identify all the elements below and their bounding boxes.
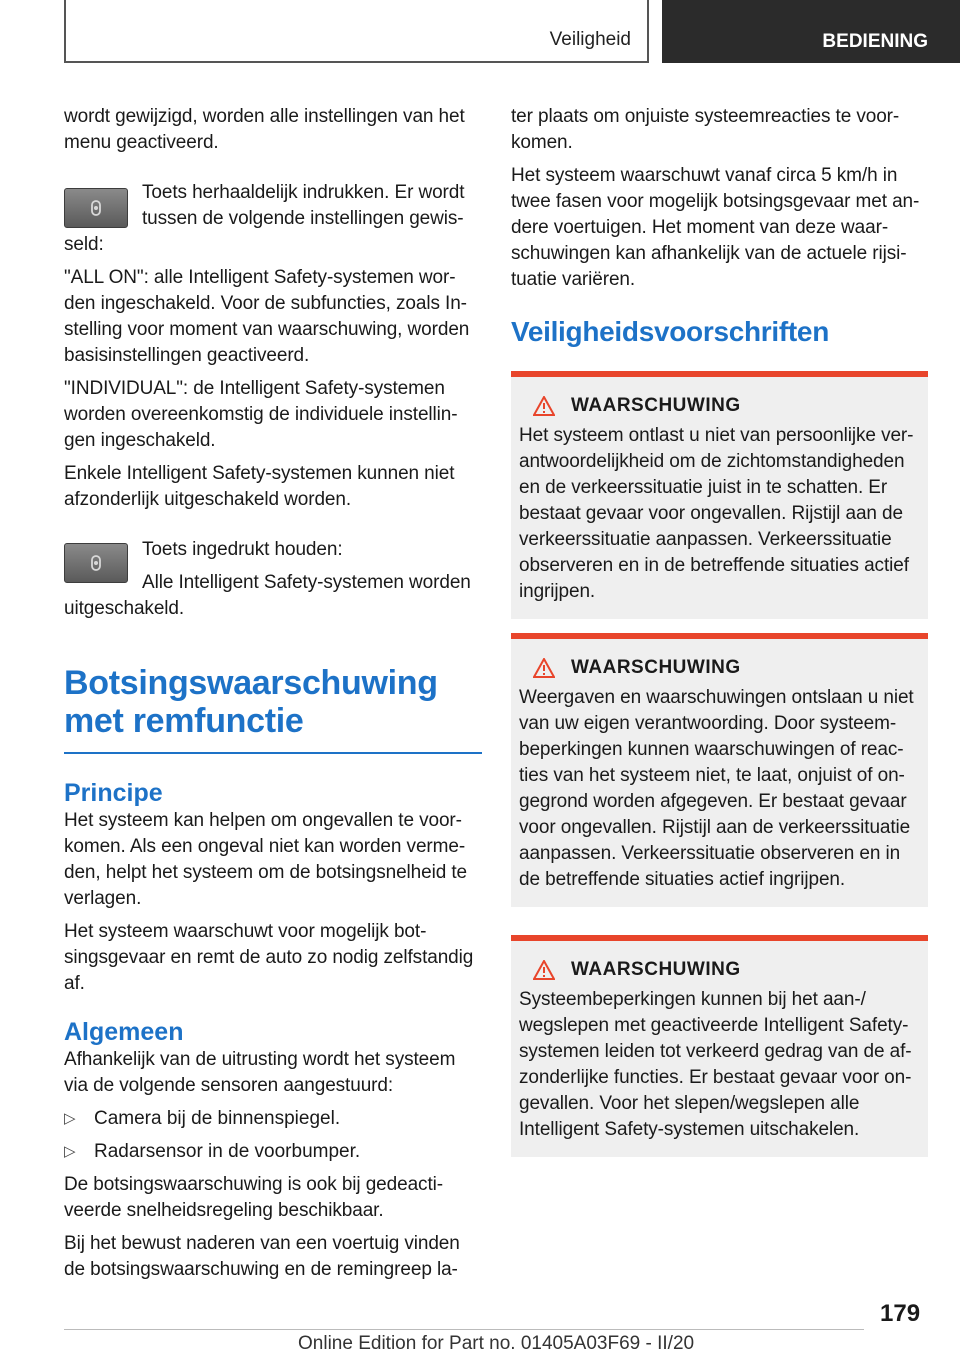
warning-text: Het systeem ontlast u niet van persoonlijke ver-antwoordelijkheid om de zichtomstandigheden en de verkeerssituatie juist in te schatten. Er bestaat gevaar voor ongevallen. Rijstijl aan de verkeerssituatie aanpassen. Verkeerssituatie observeren en in de betreffende situaties actief ingrijpen.	[519, 425, 914, 602]
paragraph: Toets herhaaldelijk indrukken. Er wordt tussen de volgende instellingen gewis-	[142, 182, 465, 229]
warning-header	[519, 959, 920, 981]
warning-header	[519, 657, 920, 679]
subsection-heading: Principe	[64, 779, 163, 807]
paragraph: uitgeschakeld.	[64, 598, 185, 619]
paragraph: Afhankelijk van de uitrusting wordt het systeem via de volgende sensoren aangestuurd:	[64, 1049, 456, 1096]
header-chapter-tab	[662, 0, 960, 63]
safety-button-icon	[64, 188, 128, 228]
bullet-list	[64, 1106, 482, 1165]
triangle-bullet-icon: ▷	[64, 1110, 76, 1127]
list-item: ▷ Camera bij de binnenspiegel.	[64, 1106, 482, 1132]
paragraph: De botsingswaarschuwing is ook bij gedeacti-veerde snelheidsregeling beschikbaar.	[64, 1174, 443, 1221]
paragraph: Alle Intelligent Safety-systemen worden	[142, 572, 471, 593]
header-chapter-label: BEDIENING	[822, 31, 928, 52]
warning-triangle-icon	[533, 658, 555, 678]
warning-box	[511, 371, 928, 619]
paragraph: Het systeem waarschuwt vanaf circa 5 km/h in twee fasen voor mogelijk botsingsgevaar met an-dere voertuigen. Het moment van deze waar-schuwingen kan afhankelijk van de actuele rijsi-tuatie variëren.	[511, 165, 920, 290]
warning-title: WAARSCHUWING	[571, 395, 741, 416]
warning-triangle-icon	[533, 960, 555, 980]
triangle-bullet-icon: ▷	[64, 1143, 76, 1160]
paragraph: Het systeem waarschuwt voor mogelijk bot-singsgevaar en remt de auto zo nodig zelfstandig af.	[64, 921, 474, 994]
page-number: 179	[880, 1300, 921, 1327]
warning-box	[511, 633, 928, 907]
warning-title: WAARSCHUWING	[571, 657, 741, 678]
left-column	[64, 100, 482, 1283]
warning-text: Weergaven en waarschuwingen ontslaan u niet van uw eigen verantwoording. Door systeem-beperkingen kunnen waarschuwingen of reac-ties van het systeem niet, te laat, onjuist of on-gegrond worden afgegeven. Er bestaat gevaar voor ongevallen. Rijstijl aan de verkeerssituatie aanpassen. Verkeerssituatie observeren en in de betreffende situaties actief ingrijpen.	[519, 687, 914, 890]
section-heading: Veiligheidsvoorschriften	[511, 316, 829, 347]
paragraph: seld:	[64, 234, 104, 255]
subsection-heading: Algemeen	[64, 1018, 184, 1046]
list-item: ▷ Radarsensor in de voorbumper.	[64, 1139, 482, 1165]
safety-button-icon	[64, 543, 128, 583]
footer-divider	[64, 1329, 864, 1330]
paragraph: Het systeem kan helpen om ongevallen te voor-komen. Als een ongeval niet kan worden verme-den, helpt het systeem om de botsingsnelheid te verlagen.	[64, 810, 468, 909]
button-instruction	[64, 537, 482, 622]
paragraph: "ALL ON": alle Intelligent Safety-systemen wor-den ingeschakeld. Voor de subfuncties, zoals In-stelling voor moment van waarschuwing, worden basisinstellingen geactiveerd.	[64, 267, 470, 366]
header-section-label: Veiligheid	[549, 29, 631, 50]
warning-triangle-icon	[533, 396, 555, 416]
right-column	[511, 100, 929, 1157]
paragraph: "INDIVIDUAL": de Intelligent Safety-systemen worden overeenkomstig de individuele instellin-gen ingeschakeld.	[64, 378, 458, 451]
warning-header	[519, 395, 920, 417]
warning-title: WAARSCHUWING	[571, 959, 741, 980]
footer-edition: Online Edition for Part no. 01405A03F69 - II/20	[298, 1333, 695, 1354]
paragraph: Bij het bewust naderen van een voertuig vinden de botsingswaarschuwing en de remingreep la-	[64, 1233, 460, 1280]
section-heading: Botsingswaarschuwing met remfunctie	[64, 664, 438, 740]
paragraph: wordt gewijzigd, worden alle instellingen van het menu geactiveerd.	[64, 106, 465, 153]
paragraph: ter plaats om onjuiste systeemreacties te voor-komen.	[511, 106, 900, 153]
warning-text: Systeembeperkingen kunnen bij het aan-/ wegslepen met geactiveerde Intelligent Safety-systemen leiden tot verkeerd gedrag van de af-zonderlijke functies. Er bestaat gevaar voor on-gevallen. Voor het slepen/wegslepen alle Intelligent Safety-systemen uitschakelen.	[519, 989, 912, 1140]
button-instruction	[64, 180, 482, 258]
section-rule	[64, 752, 482, 754]
header-section-tab	[64, 0, 649, 63]
paragraph: Enkele Intelligent Safety-systemen kunnen niet afzonderlijk uitgeschakeld worden.	[64, 463, 455, 510]
warning-box	[511, 935, 928, 1157]
paragraph: Toets ingedrukt houden:	[142, 539, 343, 560]
